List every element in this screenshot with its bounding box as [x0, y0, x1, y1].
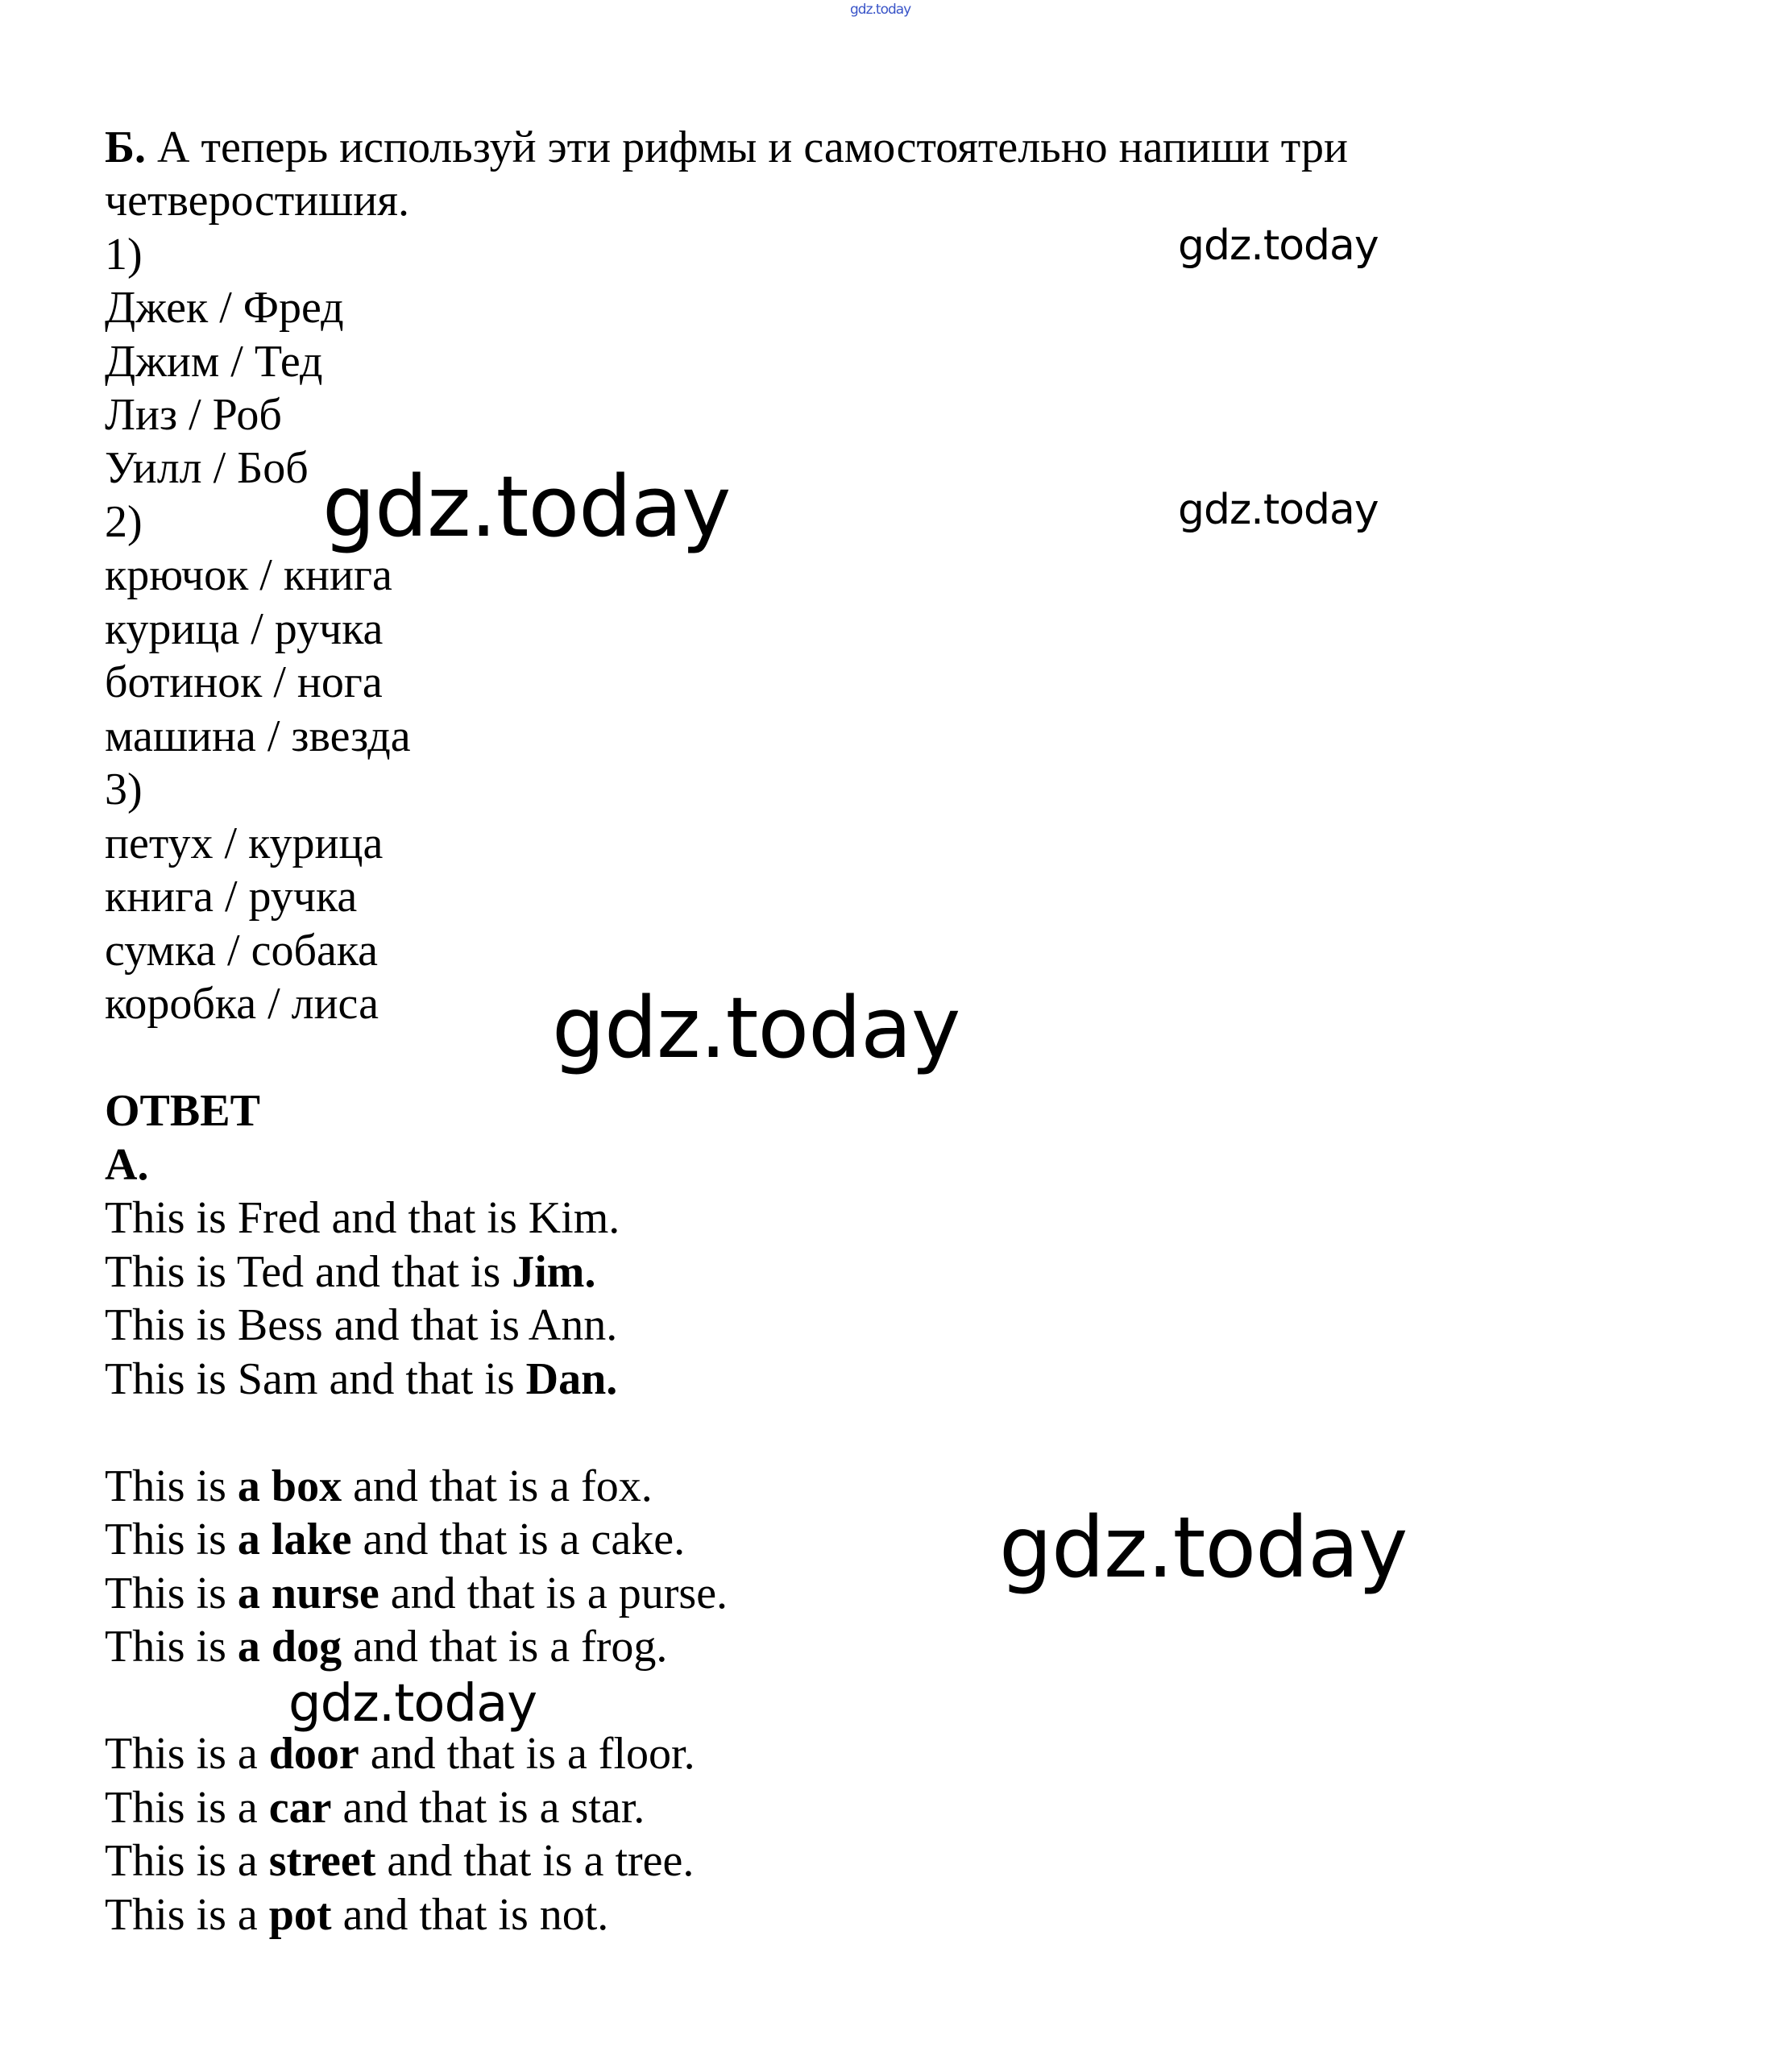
poem-text: and that is a floor.: [359, 1729, 695, 1779]
group-number: 3): [105, 765, 143, 814]
poem-text: This is Fred and that is Kim.: [105, 1193, 620, 1243]
task-instruction-cont: четверостишия.: [105, 176, 409, 226]
poem-bold-word: a dog: [237, 1622, 342, 1672]
answer-heading-text: ОТВЕТ: [105, 1086, 260, 1136]
poem-text: This is: [105, 1461, 238, 1511]
watermark-top: gdz.today: [850, 2, 911, 18]
answer-section-label: А.: [105, 1140, 149, 1190]
poem-text: and that is a cake.: [351, 1515, 686, 1564]
task-instruction: [105, 121, 1348, 174]
group-number: 1): [105, 230, 143, 280]
rhyme-pair: курица / ручка: [105, 604, 384, 654]
rhyme-pair: Джек / Фред: [105, 283, 344, 333]
rhyme-pair: Джим / Тед: [105, 337, 323, 387]
task-text: А теперь используй эти рифмы и самостоятельно напиши три: [146, 122, 1348, 172]
poem-text: This is: [105, 1515, 238, 1564]
poem-line: [105, 1191, 620, 1245]
poem-line: [105, 1245, 595, 1299]
rhyme-pair: крючок / книга: [105, 550, 392, 600]
watermark: gdz.today: [552, 979, 960, 1077]
poem-line: [105, 1567, 728, 1620]
rhyme-pair: ботинок / нога: [105, 657, 383, 707]
answer-heading: [105, 1084, 260, 1138]
poem-text: and that is not.: [331, 1890, 609, 1940]
poem-bold-word: a lake: [237, 1515, 352, 1564]
rhyme-pair: Лиз / Роб: [105, 390, 282, 440]
poem-text: and that is a purse.: [379, 1569, 728, 1618]
poem-bold-word: a nurse: [237, 1569, 379, 1618]
poem-bold-word: Jim.: [512, 1247, 596, 1297]
poem-text: This is Sam and that is: [105, 1354, 526, 1404]
poem-bold-word: pot: [268, 1890, 332, 1940]
rhyme-pair: сумка / собака: [105, 926, 379, 976]
poem-line: [105, 1834, 694, 1888]
poem-text: and that is a frog.: [342, 1622, 668, 1672]
poem-bold-word: a box: [237, 1461, 342, 1511]
poem-line: [105, 1620, 667, 1673]
watermark: gdz.today: [1178, 486, 1379, 534]
watermark: gdz.today: [288, 1674, 537, 1734]
rhyme-pair: машина / звезда: [105, 711, 411, 761]
poem-text: This is a: [105, 1783, 269, 1833]
rhyme-pair: книга / ручка: [105, 872, 358, 922]
poem-text: This is: [105, 1622, 238, 1672]
poem-text: and that is a star.: [331, 1783, 645, 1833]
poem-text: This is a: [105, 1836, 269, 1886]
group-number: 2): [105, 497, 143, 547]
poem-line: [105, 1460, 653, 1513]
poem-line: [105, 1727, 695, 1780]
poem-bold-word: street: [268, 1836, 376, 1886]
task-label: Б.: [105, 122, 147, 172]
watermark: gdz.today: [1178, 222, 1379, 270]
rhyme-pair: Уилл / Боб: [105, 443, 309, 493]
poem-bold-word: Dan.: [525, 1354, 618, 1404]
poem-line: [105, 1781, 645, 1834]
watermark: gdz.today: [999, 1498, 1408, 1597]
poem-line: [105, 1353, 617, 1406]
poem-text: This is Bess and that is Ann.: [105, 1300, 618, 1350]
rhyme-pair: петух / курица: [105, 818, 384, 868]
poem-line: [105, 1299, 617, 1352]
poem-bold-word: car: [268, 1783, 332, 1833]
poem-text: and that is a fox.: [342, 1461, 653, 1511]
poem-line: [105, 1888, 608, 1941]
poem-line: [105, 1513, 685, 1566]
rhyme-pair: коробка / лиса: [105, 979, 379, 1029]
poem-text: This is: [105, 1569, 238, 1618]
watermark: gdz.today: [322, 458, 731, 556]
poem-text: and that is a tree.: [375, 1836, 695, 1886]
poem-text: This is Ted and that is: [105, 1247, 512, 1297]
poem-text: This is a: [105, 1729, 269, 1779]
poem-text: This is a: [105, 1890, 269, 1940]
poem-bold-word: door: [268, 1729, 359, 1779]
answer-section: [105, 1138, 148, 1191]
